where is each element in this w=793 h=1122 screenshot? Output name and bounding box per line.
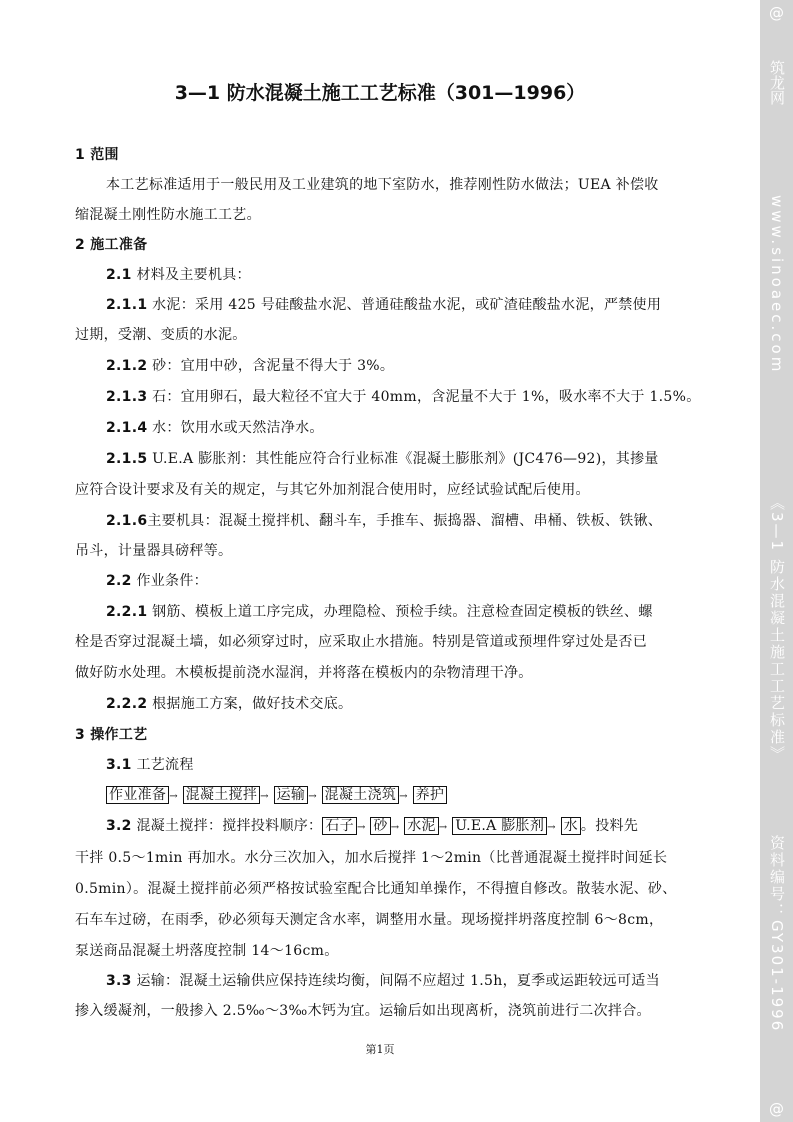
- clause-text: 材料及主要机具：: [131, 267, 251, 283]
- paragraph-line: 0.5min）。混凝土搅拌前必须严格按试验室配合比通知单操作，不得擅自修改。散装水泥、砂、: [75, 881, 677, 897]
- clause-text: 。投料先: [580, 818, 639, 834]
- clause-2-2-2: [106, 693, 717, 713]
- order-step: U.E.A 膨胀剂: [452, 817, 547, 835]
- clause-text: 根据施工方案，做好技术交底。: [147, 696, 353, 712]
- paragraph-line: 石车车过磅，在雨季，砂必须每天测定含水率，调整用水量。现场搅拌坍落度控制 6～8cm，: [75, 912, 664, 928]
- clause-2-1-1: [106, 294, 717, 314]
- arrow-icon: →: [390, 822, 400, 833]
- clause-text: 混凝土搅拌：搅拌投料顺序：: [131, 818, 323, 834]
- paragraph-line: 做好防水处理。木模板提前浇水湿润，并将落在模板内的杂物清理干净。: [75, 665, 533, 681]
- paragraph-line: 泵送商品混凝土坍落度控制 14～16cm。: [75, 943, 339, 959]
- clause-number: 3.3: [106, 973, 132, 989]
- watermark-sidebar: [760, 0, 793, 1122]
- process-flow: [106, 784, 717, 804]
- paragraph-line: 本工艺标准适用于一般民用及工业建筑的地下室防水，推荐刚性防水做法；UEA 补偿收: [106, 177, 659, 193]
- clause-number: 2.2.1: [106, 604, 148, 620]
- clause-text: 水泥：采用 425 号硅酸盐水泥、普通硅酸盐水泥，或矿渣硅酸盐水泥，严禁使用: [147, 297, 662, 313]
- clause-number: 2.1.1: [106, 297, 148, 313]
- clause-text: 主要机具：混凝土搅拌机、翻斗车，手推车、振捣器、溜槽、串桶、铁板、铁锹、: [147, 513, 663, 529]
- clause-number: 2.1.6: [106, 513, 148, 529]
- paragraph-line: 吊斗，计量器具磅秤等。: [75, 543, 233, 559]
- clause-3-1: [106, 754, 717, 774]
- paragraph-line: 掺入缓凝剂，一般掺入 2.5‰～3‰木钙为宜。运输后如出现离析，浇筑前进行二次拌合。: [75, 1003, 651, 1019]
- document-title: 3—1 防水混凝土施工工艺标准（301—1996）: [174, 82, 586, 104]
- clause-2-1-6: [106, 510, 717, 530]
- clause-2-1: [106, 264, 717, 284]
- paragraph-line: 栓是否穿过混凝土墙，如必须穿过时，应采取止水措施。特别是管道或预埋件穿过处是否已: [75, 634, 647, 650]
- arrow-icon: →: [308, 791, 317, 802]
- arrow-icon: →: [169, 791, 178, 802]
- arrow-icon: →: [399, 791, 408, 802]
- flow-step: 作业准备: [106, 786, 169, 804]
- arrow-icon: →: [356, 822, 366, 833]
- paragraph-line: 干拌 0.5～1min 再加水。水分三次加入，加水后搅拌 1～2min（比普通混凝土搅拌时间延长: [75, 850, 668, 866]
- clause-text: 砂：宜用中砂，含泥量不得大于 3%。: [147, 358, 395, 374]
- flow-step: 运输: [274, 786, 309, 804]
- paragraph-line: 应符合设计要求及有关的规定，与其它外加剂混合使用时，应经试验试配后使用。: [75, 482, 590, 498]
- clause-2-1-4: [106, 417, 717, 437]
- clause-number: 2.1.4: [106, 420, 148, 436]
- clause-number: 2.1.3: [106, 389, 148, 405]
- clause-text: 工艺流程: [131, 757, 194, 773]
- flow-step: 混凝土浇筑: [322, 786, 400, 804]
- page-number: 第1页: [365, 1043, 395, 1056]
- flow-step: 养护: [413, 786, 448, 804]
- clause-3-3: [106, 970, 717, 990]
- clause-number: 2.2.2: [106, 696, 148, 712]
- flow-step: 混凝土搅拌: [183, 786, 261, 804]
- sidebar-doc-code: 资料编号：GY301-1996: [768, 835, 786, 1033]
- section-heading-2: 2 施工准备: [75, 237, 148, 253]
- clause-2-1-2: [106, 355, 717, 375]
- at-icon: @: [769, 4, 784, 22]
- clause-text: U.E.A 膨胀剂：其性能应符合行业标准《混凝土膨胀剂》(JC476—92)，其掺量: [147, 451, 659, 467]
- clause-2-1-3: [106, 386, 717, 406]
- order-step: 砂: [370, 817, 390, 835]
- section-heading-1: 1 范围: [75, 147, 119, 163]
- clause-2-1-5: [106, 448, 717, 468]
- sidebar-url: www.sinoaec.com: [768, 195, 786, 375]
- clause-3-2: [106, 815, 717, 835]
- clause-number: 2.2: [106, 573, 132, 589]
- clause-number: 2.1: [106, 267, 132, 283]
- paragraph-line: 过期，受潮、变质的水泥。: [75, 327, 247, 343]
- arrow-icon: →: [260, 791, 269, 802]
- clause-text: 作业条件：: [131, 573, 208, 589]
- clause-text: 水：饮用水或天然洁净水。: [147, 420, 324, 436]
- clause-2-2: [106, 570, 717, 590]
- at-icon: @: [769, 1100, 784, 1118]
- clause-number: 3.1: [106, 757, 132, 773]
- clause-text: 钢筋、模板上道工序完成，办理隐检、预检手续。注意检查固定模板的铁丝、螺: [147, 604, 653, 620]
- paragraph-line: 缩混凝土刚性防水施工工艺。: [75, 207, 261, 223]
- sidebar-site-name: 筑龙网: [768, 60, 786, 105]
- clause-2-2-1: [106, 601, 717, 621]
- clause-number: 2.1.2: [106, 358, 148, 374]
- clause-number: 2.1.5: [106, 451, 148, 467]
- arrow-icon: →: [438, 822, 448, 833]
- section-heading-3: 3 操作工艺: [75, 727, 148, 743]
- clause-text: 运输：混凝土运输供应保持连续均衡，间隔不应超过 1.5h，夏季或运距较远可适当: [131, 973, 660, 989]
- clause-text: 石：宜用卵石，最大粒径不宜大于 40mm，含泥量不大于 1%，吸水率不大于 1.5%。: [147, 389, 701, 405]
- clause-number: 3.2: [106, 818, 132, 834]
- order-step: 水泥: [404, 817, 439, 835]
- arrow-icon: →: [547, 822, 556, 833]
- order-step: 水: [561, 817, 581, 835]
- sidebar-doc-title: 《3—1 防水混凝土施工工艺标准》: [768, 495, 786, 763]
- order-step: 石子: [322, 817, 357, 835]
